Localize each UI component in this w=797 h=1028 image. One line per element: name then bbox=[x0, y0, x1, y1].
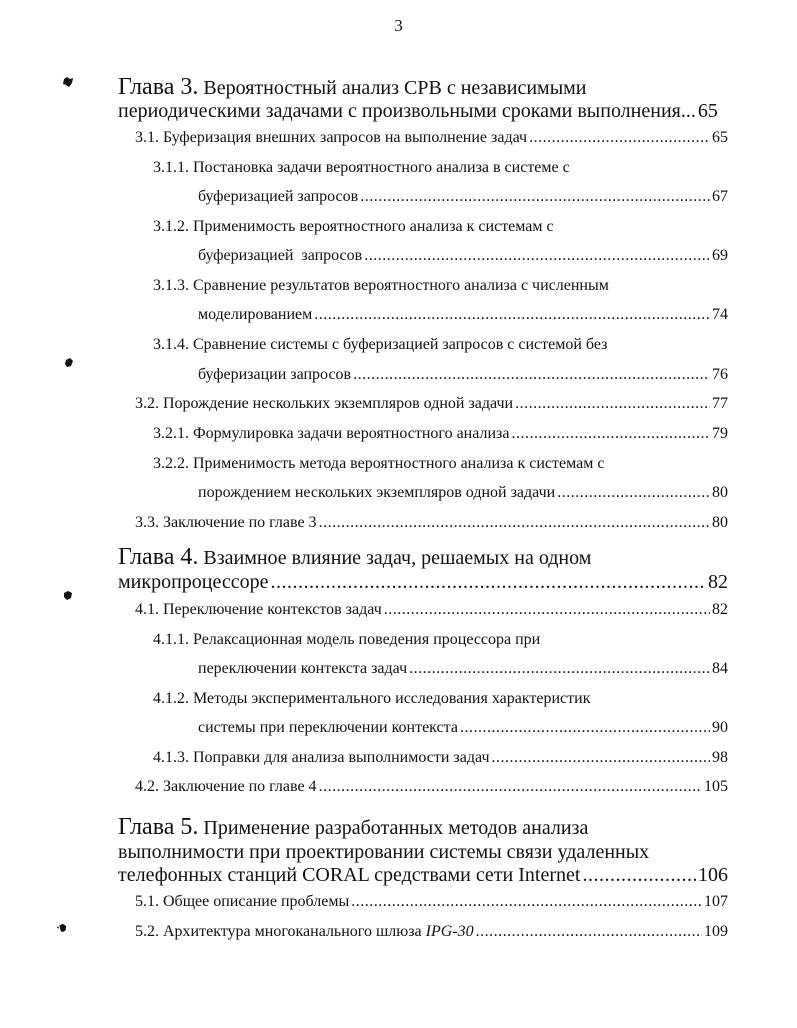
leader-dots bbox=[319, 514, 710, 532]
section-number: 4.1.3. bbox=[153, 749, 189, 766]
toc-entry-3-3[interactable] bbox=[135, 514, 728, 532]
toc-entry-3-1-4[interactable] bbox=[153, 336, 607, 354]
leader-dots bbox=[351, 893, 702, 911]
leader-dots bbox=[319, 778, 702, 796]
leader-dots bbox=[515, 395, 710, 413]
toc-entry-3-2-2-cont[interactable] bbox=[198, 484, 728, 502]
section-title-line1: Сравнение системы с буферизацией запросов с системой без bbox=[193, 336, 608, 353]
section-number: 3.2.2. bbox=[153, 455, 189, 472]
section-title-line2: моделированием bbox=[198, 306, 313, 323]
toc-entry-3-1-4-cont[interactable] bbox=[198, 366, 728, 384]
leader-dots bbox=[529, 129, 710, 147]
page-ref: 105 bbox=[704, 778, 728, 795]
page-ref: 82 bbox=[712, 601, 728, 618]
leader-dots bbox=[476, 923, 702, 941]
section-number: 4.1.1. bbox=[153, 631, 189, 648]
chapter-prefix: Глава 4. bbox=[118, 544, 199, 570]
binding-hole-mark-icon bbox=[62, 76, 74, 88]
page-ref: 84 bbox=[712, 660, 728, 677]
toc-chapter-5-line3[interactable] bbox=[118, 864, 728, 887]
section-title-italic: IPG-30 bbox=[425, 923, 474, 940]
toc-entry-3-1-1[interactable] bbox=[153, 159, 570, 177]
toc-entry-4-1-1[interactable] bbox=[153, 631, 540, 649]
toc-entry-3-2[interactable] bbox=[135, 395, 728, 413]
section-title-line1: Постановка задачи вероятностного анализа в системе с bbox=[193, 159, 570, 176]
section-title-line2: буферизацией запросов bbox=[198, 247, 363, 264]
section-title-line2: системы при переключении контекста bbox=[198, 719, 458, 736]
section-title-line1: Сравнение результатов вероятностного анализа с численным bbox=[193, 277, 609, 294]
leader-dots bbox=[511, 425, 710, 443]
leader-dots bbox=[314, 306, 710, 324]
toc-entry-4-1-3[interactable] bbox=[153, 749, 728, 767]
toc-entry-3-2-1[interactable] bbox=[153, 425, 728, 443]
toc-chapter-4-heading[interactable] bbox=[118, 544, 591, 571]
leader-dots bbox=[364, 247, 710, 265]
chapter-title-line1: Вероятностный анализ СРВ с независимыми bbox=[203, 77, 587, 99]
toc-entry-3-1-2[interactable] bbox=[153, 218, 554, 236]
page-ref: 98 bbox=[712, 749, 728, 766]
page-ref: 107 bbox=[704, 893, 728, 910]
binding-hole-mark-icon bbox=[56, 922, 68, 934]
leader-dots bbox=[557, 484, 710, 502]
toc-entry-4-1-1-cont[interactable] bbox=[198, 660, 728, 678]
section-title: Формулировка задачи вероятностного анализа bbox=[193, 425, 510, 442]
toc-entry-4-1-2-cont[interactable] bbox=[198, 719, 728, 737]
binding-hole-mark-icon bbox=[62, 589, 74, 601]
chapter-prefix: Глава 5. bbox=[118, 814, 199, 840]
leader-dots bbox=[491, 749, 710, 767]
page-ref: 109 bbox=[704, 923, 728, 940]
toc-entry-3-1-1-cont[interactable] bbox=[198, 188, 728, 206]
section-title: Архитектура многоканального шлюза bbox=[163, 923, 426, 940]
section-number: 3.1.3. bbox=[153, 277, 189, 294]
section-number: 3.1.1. bbox=[153, 159, 189, 176]
toc-chapter-3-heading[interactable] bbox=[118, 74, 587, 101]
section-number: 3.1. bbox=[135, 129, 159, 146]
ellipsis: ... bbox=[680, 100, 696, 122]
toc-chapter-4-line2[interactable] bbox=[118, 571, 728, 594]
page-ref: 65 bbox=[697, 100, 718, 122]
toc-entry-4-2[interactable] bbox=[135, 778, 728, 796]
toc-entry-4-1-2[interactable] bbox=[153, 690, 590, 708]
toc-entry-3-1-3[interactable] bbox=[153, 277, 609, 295]
chapter-title-line2: микропроцессоре bbox=[118, 571, 269, 593]
section-title: Переключение контекстов задач bbox=[163, 601, 382, 618]
page-ref: 65 bbox=[712, 129, 728, 146]
section-number: 3.2.1. bbox=[153, 425, 189, 442]
section-title-line2: буферизации запросов bbox=[198, 366, 352, 383]
leader-dots bbox=[460, 719, 710, 737]
toc-entry-3-1-3-cont[interactable] bbox=[198, 306, 728, 324]
section-number: 3.2. bbox=[135, 395, 159, 412]
section-title-line1: Применимость вероятностного анализа к системам с bbox=[193, 218, 554, 235]
toc-entry-3-1[interactable] bbox=[135, 129, 728, 147]
toc-entry-5-1[interactable] bbox=[135, 893, 728, 911]
binding-hole-mark-icon bbox=[63, 356, 75, 368]
section-number: 3.3. bbox=[135, 514, 159, 531]
section-number: 4.1.2. bbox=[153, 690, 189, 707]
toc-entry-5-2[interactable] bbox=[135, 923, 728, 941]
section-title-line1: Методы экспериментального исследования характеристик bbox=[193, 690, 591, 707]
page-ref: 67 bbox=[712, 188, 728, 205]
section-title-line1: Применимость метода вероятностного анализа к системам с bbox=[193, 455, 605, 472]
leader-dots bbox=[360, 188, 710, 206]
leader-dots bbox=[353, 366, 710, 384]
toc-entry-3-1-2-cont[interactable] bbox=[198, 247, 728, 265]
chapter-prefix: Глава 3. bbox=[118, 74, 199, 100]
chapter-title-line3: телефонных станций CORAL средствами сети Internet bbox=[118, 864, 581, 886]
section-title-line1: Релаксационная модель поведения процессора при bbox=[193, 631, 541, 648]
page-ref: 90 bbox=[712, 719, 728, 736]
leader-dots bbox=[409, 660, 710, 678]
leader-dots bbox=[271, 571, 707, 594]
toc-entry-4-1[interactable] bbox=[135, 601, 728, 619]
leader-dots bbox=[582, 864, 696, 887]
chapter-title-line2: периодическими задачами с произвольными сроками выполнения bbox=[118, 100, 681, 122]
page-ref: 82 bbox=[708, 571, 728, 593]
chapter-title-line2: выполнимости при проектировании системы связи удаленных bbox=[118, 841, 650, 863]
page-ref: 80 bbox=[712, 484, 728, 501]
page-ref: 79 bbox=[712, 425, 728, 442]
chapter-title-line1: Применение разработанных методов анализа bbox=[203, 817, 589, 839]
chapter-title-line1: Взаимное влияние задач, решаемых на одном bbox=[203, 547, 592, 569]
section-title: Поправки для анализа выполнимости задач bbox=[193, 749, 490, 766]
page-ref: 80 bbox=[712, 514, 728, 531]
page-number: 3 bbox=[394, 16, 403, 35]
page-ref: 106 bbox=[698, 864, 728, 886]
section-title: Порождение нескольких экземпляров одной задачи bbox=[163, 395, 514, 412]
section-number: 4.2. bbox=[135, 778, 159, 795]
leader-dots bbox=[384, 601, 710, 619]
section-title: Заключение по главе 3 bbox=[163, 514, 317, 531]
section-title: Общее описание проблемы bbox=[163, 893, 350, 910]
section-number: 5.2. bbox=[135, 923, 159, 940]
section-title-line2: буферизацией запросов bbox=[198, 188, 359, 205]
toc-chapter-3-line2[interactable] bbox=[118, 100, 728, 123]
toc-chapter-5-heading[interactable] bbox=[118, 814, 588, 841]
toc-entry-3-2-2[interactable] bbox=[153, 455, 604, 473]
page-ref: 69 bbox=[712, 247, 728, 264]
section-title: Буферизация внешних запросов на выполнение задач bbox=[163, 129, 528, 146]
toc-chapter-5-line2[interactable] bbox=[118, 841, 649, 864]
page-ref: 76 bbox=[712, 366, 728, 383]
page-ref: 77 bbox=[712, 395, 728, 412]
section-number: 5.1. bbox=[135, 893, 159, 910]
page-ref: 74 bbox=[712, 306, 728, 323]
section-number: 3.1.4. bbox=[153, 336, 189, 353]
section-title-line2: переключении контекста задач bbox=[198, 660, 408, 677]
section-number: 3.1.2. bbox=[153, 218, 189, 235]
section-title-line2: порождением нескольких экземпляров одной задачи bbox=[198, 484, 556, 501]
section-number: 4.1. bbox=[135, 601, 159, 618]
section-title: Заключение по главе 4 bbox=[163, 778, 317, 795]
